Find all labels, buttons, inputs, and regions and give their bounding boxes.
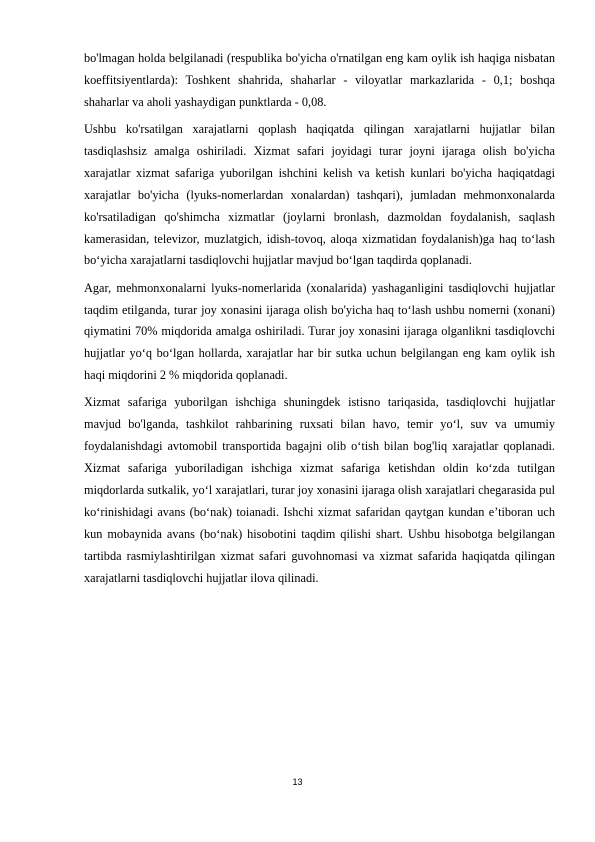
paragraph-1: bo'lmagan holda belgilanadi (respublika bo'yicha o'rnatilgan eng kam oylik ish haqiga nisbatan koeffitsiyentlarda): Toshkent shahrida, shaharlar - viloyatlar markazlarida - 0,1; boshqa shaharlar va aholi yashaydigan punktlarda - 0,08.: [84, 51, 555, 109]
paragraph-2: Ushbu ko'rsatilgan xarajatlarni qoplash haqiqatda qilingan xarajatlarni hujjatlar bilan tasdiqlashsiz amalga oshiriladi. Xizmat safari joyidagi turar joyni ijaraga olish bo'yicha xarajatlar xizmat safariga yuborilgan ishchini kelish va ketish kunlari bo'yicha haqiqatdagi xarajatlar bo'yicha (lyuks-nomerlardan xonalardan) tashqari), jumladan mehmonxonalarda ko'rsatiladigan qo'shimcha xizmatlar (joylarni bronlash, dazmoldan foydalanish, saqlash kamerasidan, televizor, muzlatgich, idish-tovoq, aloqa xizmatidan foydalanish)ga haq to‘lash bo‘yicha xarajatlarni tasdiqlovchi hujjatlar mavjud bo‘lgan taqdirda qoplanadi.: [84, 122, 555, 268]
page-number: 13: [292, 777, 303, 787]
paragraph-4: Xizmat safariga yuborilgan ishchiga shuningdek istisno tariqasida, tasdiqlovchi hujjatlar mavjud bo'lganda, tashkilot rahbarining ruxsati bilan havo, temir yo‘l, suv va umumiy foydalanishdagi avtomobil transportida bagajni olib o‘tish bilan bog'liq xarajatlar qoplanadi. Xizmat safariga yuboriladigan ishchiga xizmat safariga ketishdan oldin ko‘zda tutilgan miqdorlarda sutkalik, yo‘l xarajatlari, turar joy xonasini ijaraga olish xarajatlari chegarasida pul ko‘rinishidagi avans (bo‘nak) toianadi. Ishchi xizmat safaridan qaytgan kundan e’tiboran uch kun mobaynida avans (bo‘nak) hisobotini taqdim qilishi shart. Ushbu hisobotga belgilangan tartibda rasmiylashtirilgan xizmat safari guvohnomasi va xizmat safarida haqiqatda qilingan xarajatlarni tasdiqlovchi hujjatlar ilova qilinadi.: [84, 395, 555, 585]
body-text: [84, 48, 555, 595]
paragraph-3: Agar, mehmonxonalarni lyuks-nomerlarida (xonalarida) yashaganligini tasdiqlovchi hujjatlar taqdim etilganda, turar joy xonasini ijaraga olish bo'yicha haq to‘lash ushbu nomerni (xonani) qiymatini 70% miqdorida amalga oshiriladi. Turar joy xonasini ijaraga olganlikni tasdiqlovchi hujjatlar yo‘q bo‘lgan hollarda, xarajatlar har bir sutka uchun belgilangan eng kam oylik ish haqi miqdorini 2 % miqdorida qoplanadi.: [84, 280, 555, 383]
